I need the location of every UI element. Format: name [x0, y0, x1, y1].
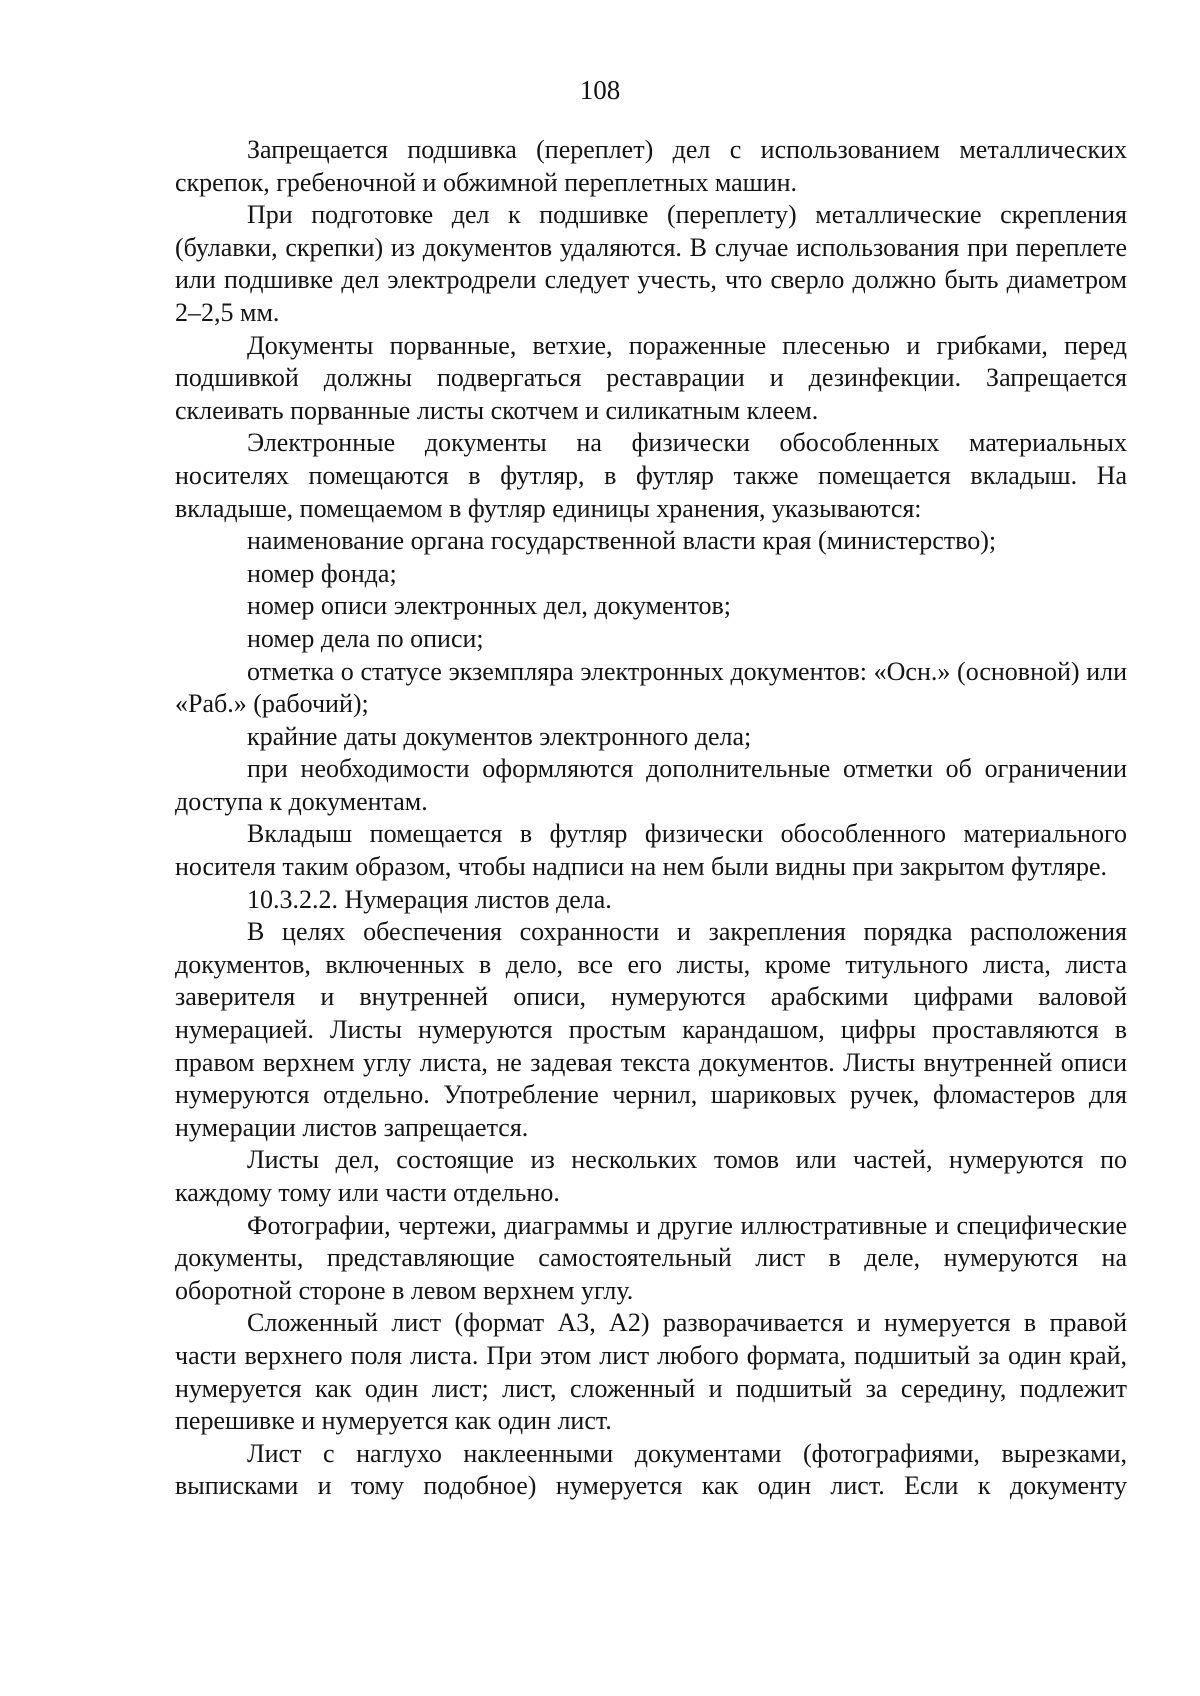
- list-item: при необходимости оформляются дополнительные отметки об ограничении доступа к документам.: [175, 754, 1127, 816]
- paragraph: Электронные документы на физически обособленных материальных носителях помещаются в футляр, в футляр также помещается вкладыш. На вкладыше, помещаемом в футляр единицы хранения, указываются:: [175, 428, 1127, 523]
- paragraph: При подготовке дел к подшивке (переплету) металлические скрепления (булавки, скрепки) из документов удаляются. В случае использования при переплете или подшивке дел электродрели следует учесть, что сверло должно быть диаметром 2–2,5 мм.: [175, 200, 1127, 327]
- paragraph: Документы порванные, ветхие, пораженные плесенью и грибками, перед подшивкой должны подвергаться реставрации и дезинфекции. Запрещается склеивать порванные листы скотчем и силикатным клеем.: [175, 330, 1127, 425]
- paragraph: Запрещается подшивка (переплет) дел с использованием металлических скрепок, гребеночной и обжимной переплетных машин.: [175, 135, 1127, 197]
- paragraph: В целях обеспечения сохранности и закрепления порядка расположения документов, включенных в дело, все его листы, кроме титульного листа, листа заверителя и внутренней описи, нумеруются арабскими цифрами валовой нумерацией. Листы нумеруются простым карандашом, цифры проставляются в правом верхнем углу листа, не задевая текста документов. Листы внутренней описи нумеруются отдельно. Употребление чернил, шариковых ручек, фломастеров для нумерации листов запрещается.: [175, 917, 1127, 1142]
- list-item: номер фонда;: [247, 558, 397, 588]
- paragraph: Лист с наглухо наклеенными документами (фотографиями, вырезками, выписками и тому подобное) нумеруется как один лист. Если к документу: [175, 1438, 1127, 1501]
- list-item: крайние даты документов электронного дела;: [247, 721, 752, 751]
- list-item: отметка о статусе экземпляра электронных документов: «Осн.» (основной) или «Раб.» (рабочий);: [175, 656, 1127, 719]
- paragraph: Листы дел, состоящие из нескольких томов или частей, нумеруются по каждому тому или части отдельно.: [175, 1145, 1127, 1207]
- paragraph: Сложенный лист (формат А3, А2) разворачивается и нумеруется в правой части верхнего поля листа. При этом лист любого формата, подшитый за один край, нумеруется как один лист; лист, сложенный и подшитый за середину, подлежит перешивке и нумеруется как один лист.: [175, 1308, 1127, 1436]
- list-item: наименование органа государственной власти края (министерство);: [247, 526, 997, 556]
- list-item: номер дела по описи;: [247, 623, 484, 653]
- section-heading: 10.3.2.2. Нумерация листов дела.: [247, 884, 612, 914]
- list-item: номер описи электронных дел, документов;: [247, 591, 731, 621]
- page-number: 108: [579, 75, 621, 105]
- paragraph: Вкладыш помещается в футляр физически обособленного материального носителя таким образом, чтобы надписи на нем были видны при закрытом футляре.: [175, 819, 1127, 882]
- document-body: [175, 134, 1127, 1503]
- paragraph: Фотографии, чертежи, диаграммы и другие иллюстративные и специфические документы, представляющие самостоятельный лист в деле, нумеруются на оборотной стороне в левом верхнем углу.: [175, 1210, 1127, 1305]
